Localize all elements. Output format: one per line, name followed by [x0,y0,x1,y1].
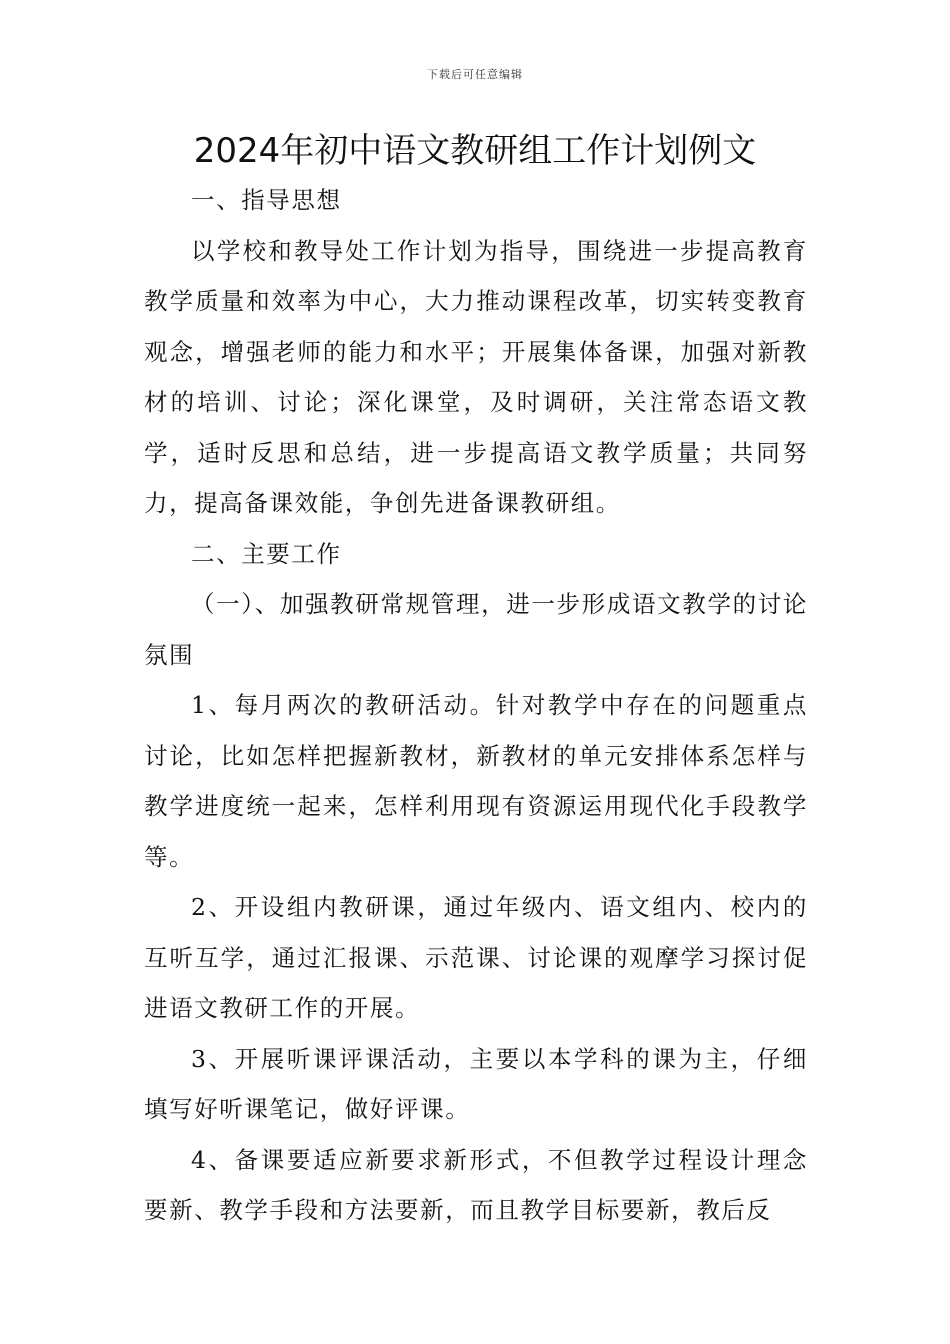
document-title: 2024年初中语文教研组工作计划例文 [193,131,757,171]
document-body [144,175,808,1236]
paragraph-item-4: 4、备课要适应新要求新形式，不但教学过程设计理念要新、教学手段和方法要新，而且教学目标要新，教后反 [144,1145,808,1224]
header-note: 下载后可任意编辑 [427,68,523,81]
section-heading-guiding-ideology: 一、指导思想 [191,186,342,214]
paragraph-item-2: 2、开设组内教研课，通过年级内、语文组内、校内的互听互学，通过汇报课、示范课、讨论课的观摩学习探讨促进语文教研工作的开展。 [144,893,808,1022]
paragraph-guiding-ideology: 以学校和教导处工作计划为指导，围绕进一步提高教育教学质量和效率为中心，大力推动课程改革，切实转变教育观念，增强老师的能力和水平；开展集体备课，加强对新教材的培训、讨论；深化课堂，及时调研，关注常态语文教学，适时反思和总结，进一步提高语文教学质量；共同努力，提高备课效能，争创先进备课教研组。 [144,236,808,517]
subsection-heading-routine-management: （一）、加强教研常规管理，进一步形成语文教学的讨论氛围 [144,590,808,669]
paragraph-item-3: 3、开展听课评课活动，主要以本学科的课为主，仔细填写好听课笔记，做好评课。 [144,1044,808,1123]
section-heading-main-work: 二、主要工作 [191,539,342,568]
paragraph-item-1: 1、每月两次的教研活动。针对教学中存在的问题重点讨论，比如怎样把握新教材，新教材的单元安排体系怎样与教学进度统一起来，怎样利用现有资源运用现代化手段教学等。 [144,691,808,871]
